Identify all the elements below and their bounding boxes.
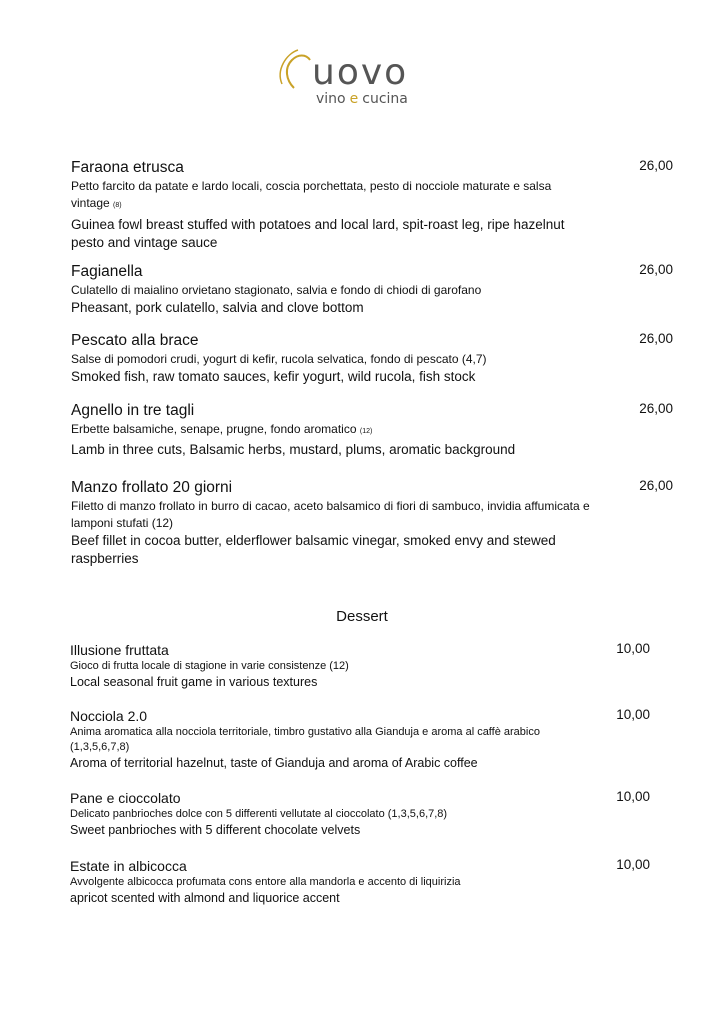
item-italian-description: Anima aromatica alla nocciola territoriale, timbro gustativo alla Gianduja e aroma al caffè arabico (1,3,5,6,7,8) (70, 726, 540, 753)
dessert-item (70, 857, 650, 907)
item-price: 10,00 (616, 857, 650, 872)
item-italian-description: Gioco di frutta locale di stagione in varie consistenze (12) (70, 660, 349, 672)
item-english-description: Aroma of territorial hazelnut, taste of Gianduja and aroma of Arabic coffee (70, 756, 478, 770)
item-english-description: Beef fillet in cocoa butter, elderflower balsamic vinegar, smoked envy and stewed raspberries (71, 533, 556, 566)
item-italian-description: Delicato panbrioches dolce con 5 differenti vellutate al cioccolato (1,3,5,6,7,8) (70, 808, 448, 820)
item-english-description: Pheasant, pork culatello, salvia and clove bottom (71, 299, 364, 315)
item-title: Pescato alla brace (71, 332, 199, 349)
item-price: 10,00 (616, 789, 650, 804)
item-price: 26,00 (639, 478, 673, 493)
item-english-description: Lamb in three cuts, Balsamic herbs, mustard, plums, aromatic background (71, 441, 516, 457)
logo-tagline: vino e cucina (316, 91, 408, 107)
restaurant-logo (276, 40, 436, 112)
item-english-description: Sweet panbrioches with 5 different chocolate velvets (70, 823, 361, 837)
logo-graphic (276, 40, 436, 112)
item-italian-description: Erbette balsamiche, senape, prugne, fondo aromatico (12) (71, 422, 373, 436)
item-title: Pane e cioccolato (70, 790, 181, 806)
dessert-item (70, 707, 650, 772)
dessert-item (70, 641, 650, 691)
menu-item (71, 262, 673, 317)
item-title: Illusione fruttata (70, 642, 169, 658)
item-italian-description: Salse di pomodori crudi, yogurt di kefir, rucola selvatica, fondo di pescato (4,7) (71, 352, 487, 366)
item-english-description: Local seasonal fruit game in various textures (70, 675, 318, 689)
item-italian-description: Filetto di manzo frollato in burro di cacao, aceto balsamico di fiori di sambuco, invidia affumicata e lamponi stufati (12) (71, 499, 590, 530)
item-title: Nocciola 2.0 (70, 708, 148, 724)
item-allergens: (8) (113, 201, 122, 209)
menu-item (71, 158, 673, 252)
section-heading-dessert: Dessert (336, 608, 388, 625)
item-price: 26,00 (639, 262, 673, 277)
menu-item (71, 478, 673, 568)
item-italian-description: Avvolgente albicocca profumata cons entore alla mandorla e accento di liquirizia (70, 876, 461, 888)
item-italian-description: Culatello di maialino orvietano stagionato, salvia e fondo di chiodi di garofano (71, 283, 482, 297)
item-price: 10,00 (616, 707, 650, 722)
item-italian-description: Petto farcito da patate e lardo locali, coscia porchettata, pesto di nocciole maturate e salsa vintage (8) (71, 179, 552, 210)
item-allergens: (12) (359, 428, 373, 435)
dessert-item (70, 789, 650, 839)
item-title: Fagianella (71, 263, 143, 280)
item-title: Manzo frollato 20 giorni (71, 479, 233, 496)
menu-item (71, 401, 673, 459)
menu-item (71, 331, 673, 386)
item-title: Faraona etrusca (71, 159, 184, 176)
item-price: 10,00 (616, 641, 650, 656)
item-price: 26,00 (639, 158, 673, 173)
item-price: 26,00 (639, 331, 673, 346)
item-english-description: apricot scented with almond and liquorice accent (70, 891, 340, 905)
item-title: Agnello in tre tagli (71, 402, 195, 419)
item-english-description: Guinea fowl breast stuffed with potatoes and local lard, spit-roast leg, ripe hazelnut pesto and vintage sauce (71, 217, 565, 250)
item-english-description: Smoked fish, raw tomato sauces, kefir yogurt, wild rucola, fish stock (71, 368, 476, 384)
logo-wordmark: uovo (312, 52, 409, 93)
item-title: Estate in albicocca (70, 858, 187, 874)
item-price: 26,00 (639, 401, 673, 416)
